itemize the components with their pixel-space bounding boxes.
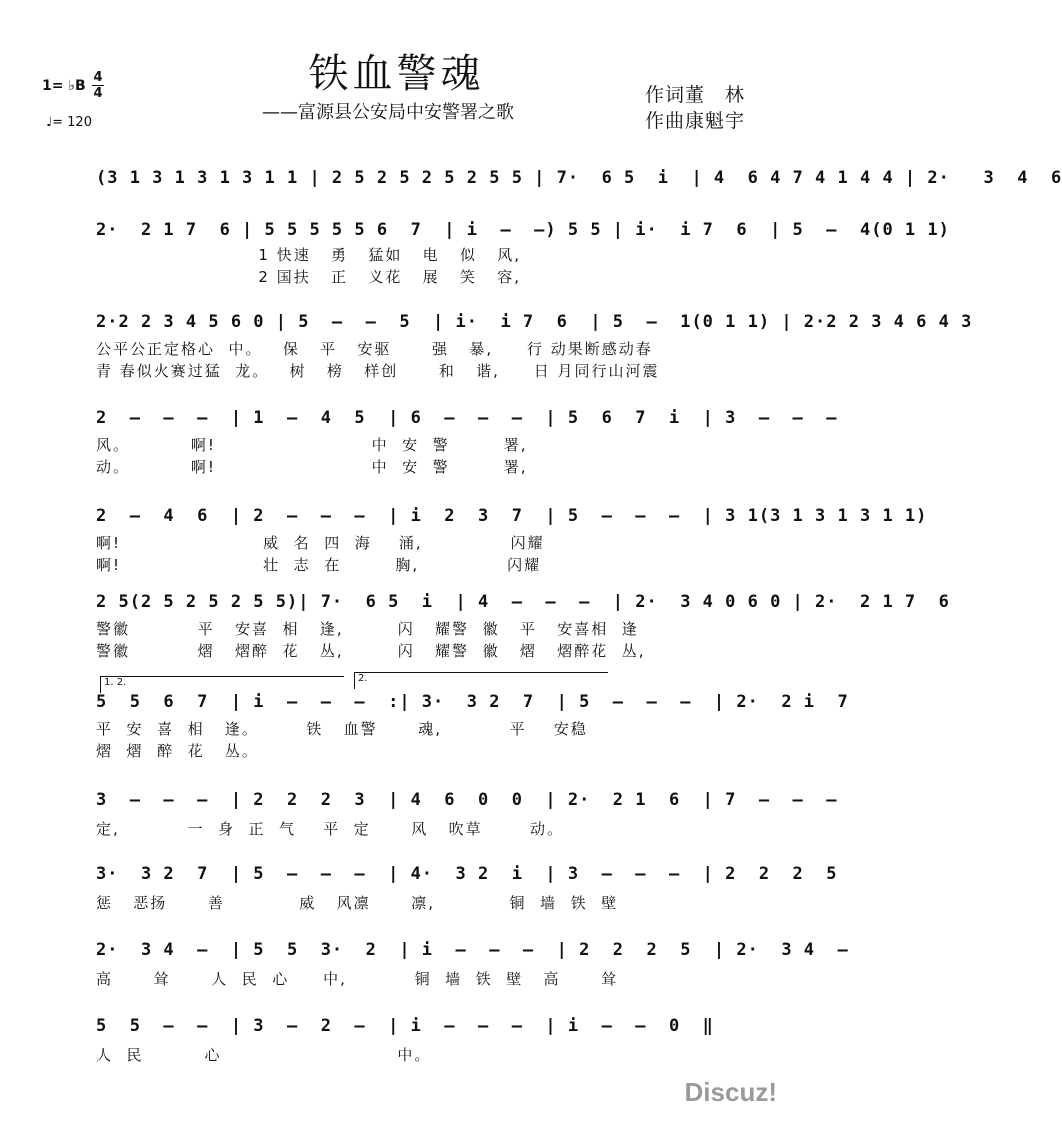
lyric-verse-2: 熠 熠 醉 花 丛。	[96, 742, 259, 760]
score-row	[96, 1016, 751, 1108]
lyric-verse-1: 惩 恶扬 善 威 风凛 凛, 铜 墙 铁 壁	[96, 894, 619, 912]
volta-1: 1. 2.	[100, 676, 344, 693]
score-row	[96, 312, 973, 404]
lyric-verse-1: 啊! 威 名 四 海 涌, 闪耀	[96, 534, 545, 552]
notation-line: 2· 3 4 — | 5 5 3· 2 | i — — — | 2 2 2 5 | 2· 3 4 —	[96, 940, 849, 960]
score-row	[96, 408, 838, 500]
lyric-verse-1: 人 民 心 中。	[96, 1046, 432, 1064]
key-signature: 1= ♭B	[42, 78, 86, 94]
notation-line: (3 1 3 1 3 1 3 1 1 | 2 5 2 5 2 5 2 5 5 | 7· 6 5 i | 4 6 4 7 4 1 4 4 | 2· 3 4 6	[96, 168, 1062, 188]
notation-line: 2· 2 1 7 6 | 5 5 5 5 5 6 7 | i — —) 5 5 | i· i 7 6 | 5 — 4(0 1 1)	[96, 220, 950, 240]
composer-credit: 作曲康魁宇	[645, 110, 746, 132]
watermark-logo: Discuz!	[684, 1077, 777, 1107]
notation-line: 5 5 — — | 3 — 2 — | i — — — | i — — 0 ‖	[96, 1016, 714, 1036]
song-title: 铁血警魂	[308, 51, 485, 97]
volta-2: 2.	[354, 672, 608, 689]
score-row	[96, 673, 849, 784]
lyric-verse-1: 平 安 喜 相 逢。 铁 血警 魂, 平 安稳	[96, 720, 588, 738]
score-row	[96, 220, 950, 312]
lyric-verse-2: 动。 啊! 中 安 警 署,	[96, 458, 528, 476]
score-row	[96, 592, 950, 684]
score-row	[96, 506, 928, 598]
notation-line: 2 5(2 5 2 5 2 5 5)| 7· 6 5 i | 4 — — — | 2· 3 4 0 6 0 | 2· 2 1 7 6	[96, 592, 950, 612]
time-signature-top: 4	[93, 70, 103, 85]
notation-line: 2 — — — | 1 — 4 5 | 6 — — — | 5 6 7 i | 3 — — —	[96, 408, 838, 428]
time-signature	[92, 70, 104, 101]
lyric-verse-1: 高 耸 人 民 心 中, 铜 墙 铁 壁 高 耸	[96, 970, 619, 988]
lyric-verse-1: 警徽 平 安喜 相 逢, 闪 耀警 徽 平 安喜相 逢	[96, 620, 639, 638]
lyric-verse-2: 青 春似火赛过猛 龙。 树 榜 样创 和 谐, 日 月同行山河震	[96, 362, 660, 380]
lyric-verse-1: 1 快速 勇 猛如 电 似 风,	[96, 246, 522, 264]
lyric-verse-1: 公平公正定格心 中。 保 平 安驱 强 暴, 行 动果断感动春	[96, 340, 653, 358]
lyric-verse-2: 啊! 壮 志 在 胸, 闪耀	[96, 556, 542, 574]
lyric-verse-1: 定, 一 身 正 气 平 定 风 吹草 动。	[96, 820, 564, 838]
notation-line: 3· 3 2 7 | 5 — — — | 4· 3 2 i | 3 — — — | 2 2 2 5	[96, 864, 838, 884]
lyric-verse-2: 2 国扶 正 义花 展 笑 容,	[96, 268, 522, 286]
notation-line: 2·2 2 3 4 5 6 0 | 5 — — 5 | i· i 7 6 | 5 — 1(0 1 1) | 2·2 2 3 4 6 4 3	[96, 312, 973, 332]
notation-line: 5 5 6 7 | i — — — :| 3· 3 2 7 | 5 — — — | 2· 2 i 7	[96, 692, 849, 712]
time-signature-bottom: 4	[93, 86, 103, 101]
notation-line: 3 — — — | 2 2 2 3 | 4 6 0 0 | 2· 2 1 6 | 7 — — —	[96, 790, 838, 810]
lyric-verse-1: 风。 啊! 中 安 警 署,	[96, 436, 528, 454]
song-subtitle: ——富源县公安局中安警署之歌	[262, 102, 514, 123]
notation-line: 2 — 4 6 | 2 — — — | i 2 3 7 | 5 — — — | 3 1(3 1 3 1 3 1 1)	[96, 506, 928, 526]
lyric-verse-2: 警徽 熠 熠醉 花 丛, 闪 耀警 徽 熠 熠醉花 丛,	[96, 642, 646, 660]
lyricist-credit: 作词董 林	[645, 84, 746, 106]
tempo-marking: ♩= 120	[46, 115, 92, 130]
